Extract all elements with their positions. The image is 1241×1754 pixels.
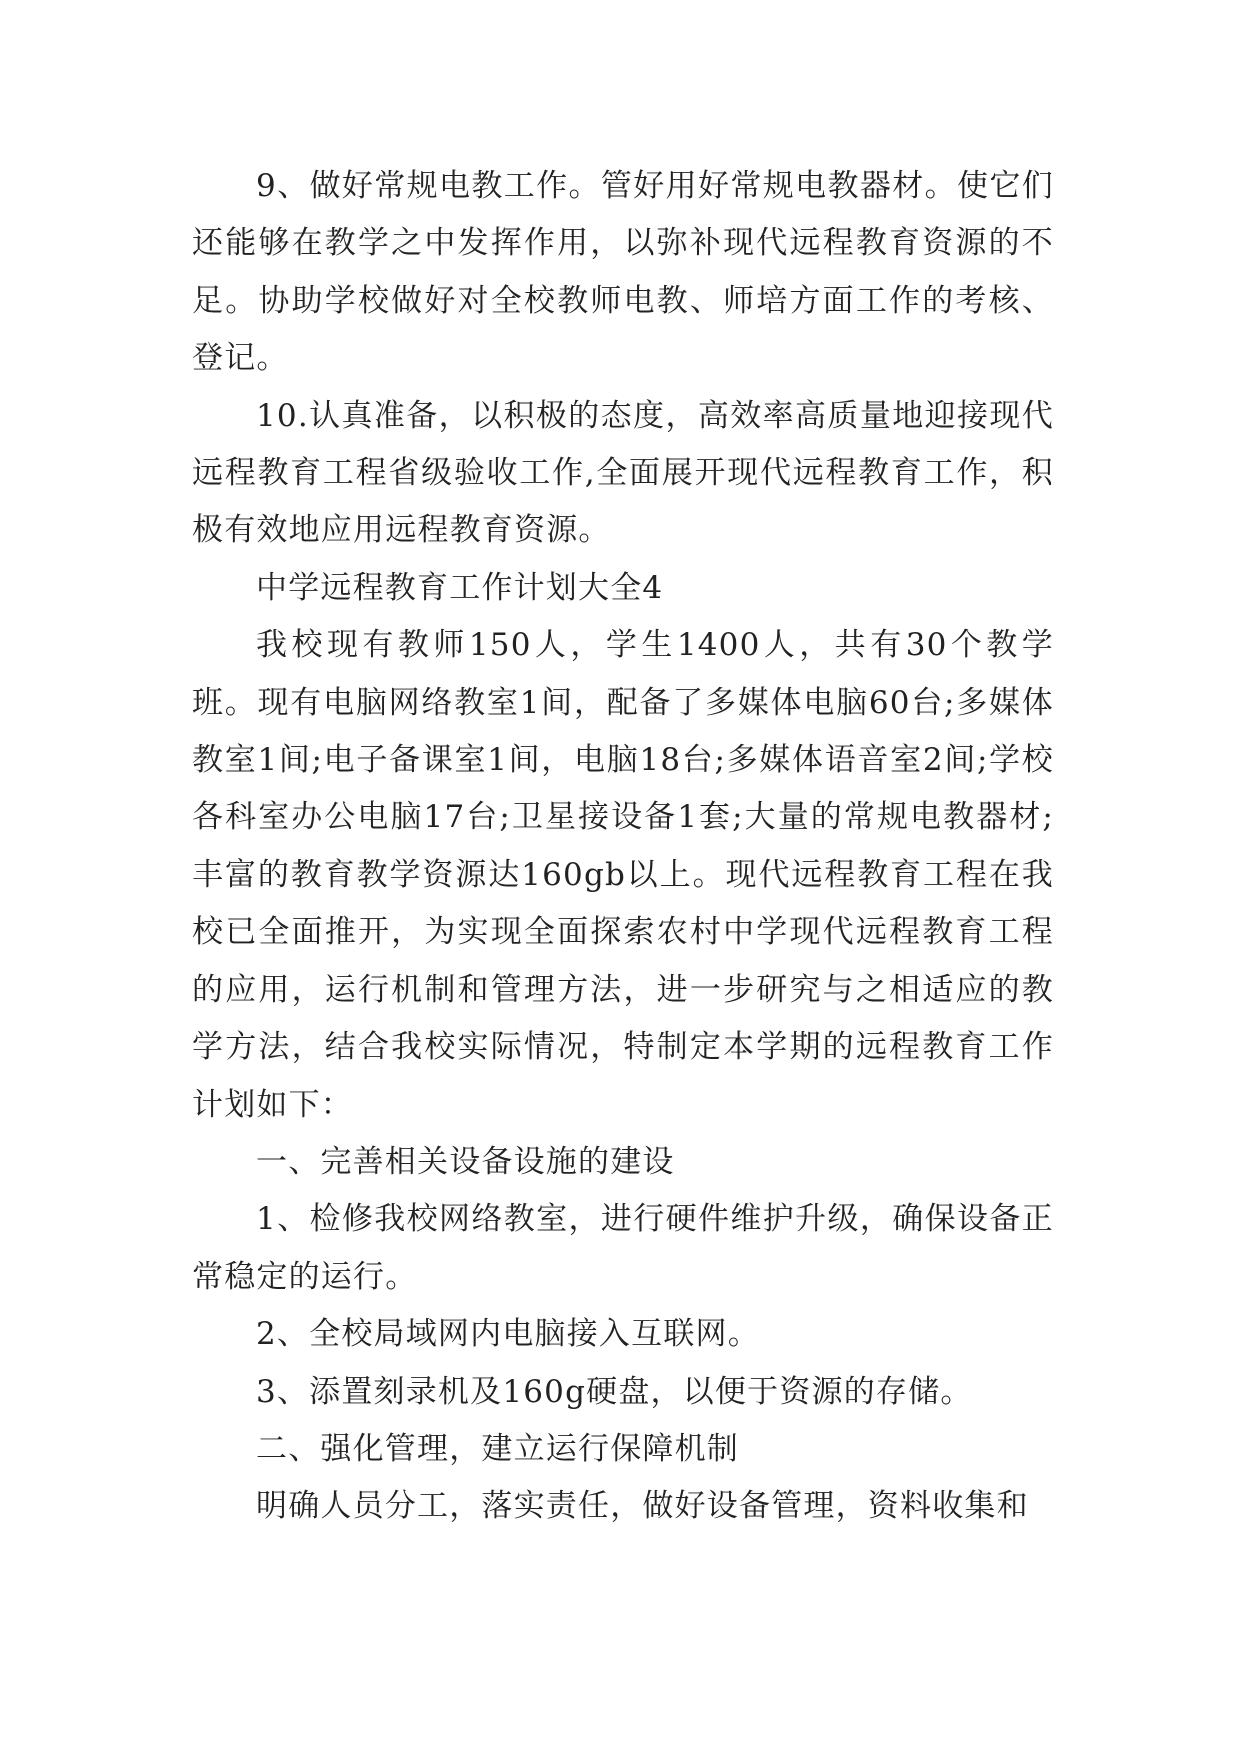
document-body xyxy=(192,158,1054,1536)
section-title: 中学远程教育工作计划大全4 xyxy=(256,569,664,606)
paragraph-continued: 明确人员分工，落实责任，做好设备管理，资料收集和 xyxy=(256,1488,1029,1525)
list-item-3: 3、添置刻录机及160g硬盘，以便于资源的存储。 xyxy=(256,1373,973,1410)
section-heading-1: 一、完善相关设备设施的建设 xyxy=(256,1143,675,1180)
section-heading-2: 二、强化管理，建立运行保障机制 xyxy=(256,1430,739,1467)
list-item-1: 1、检修我校网络教室，进行硬件维护升级，确保设备正常稳定的运行。 xyxy=(192,1201,1054,1295)
paragraph-intro: 我校现有教师150人，学生1400人，共有30个教学班。现有电脑网络教室1间，配备了多媒体电脑60台;多媒体教室1间;电子备课室1间，电脑18台;多媒体语音室2间;学校各科室办公电脑17台;卫星接设备1套;大量的常规电教器材;丰富的教育教学资源达160gb以上。现代远程教育工程在我校已全面推开，为实现全面探索农村中学现代远程教育工程的应用，运行机制和管理方法，进一步研究与之相适应的教学方法，结合我校实际情况，特制定本学期的远程教育工作计划如下： xyxy=(192,627,1054,1123)
paragraph-item-9: 9、做好常规电教工作。管好用好常规电教器材。使它们还能够在教学之中发挥作用，以弥补现代远程教育资源的不足。协助学校做好对全校教师电教、师培方面工作的考核、登记。 xyxy=(192,168,1054,377)
paragraph-item-10: 10.认真准备，以积极的态度，高效率高质量地迎接现代远程教育工程省级验收工作,全面展开现代远程教育工作，积极有效地应用远程教育资源。 xyxy=(192,397,1054,549)
list-item-2: 2、全校局域网内电脑接入互联网。 xyxy=(256,1316,760,1353)
